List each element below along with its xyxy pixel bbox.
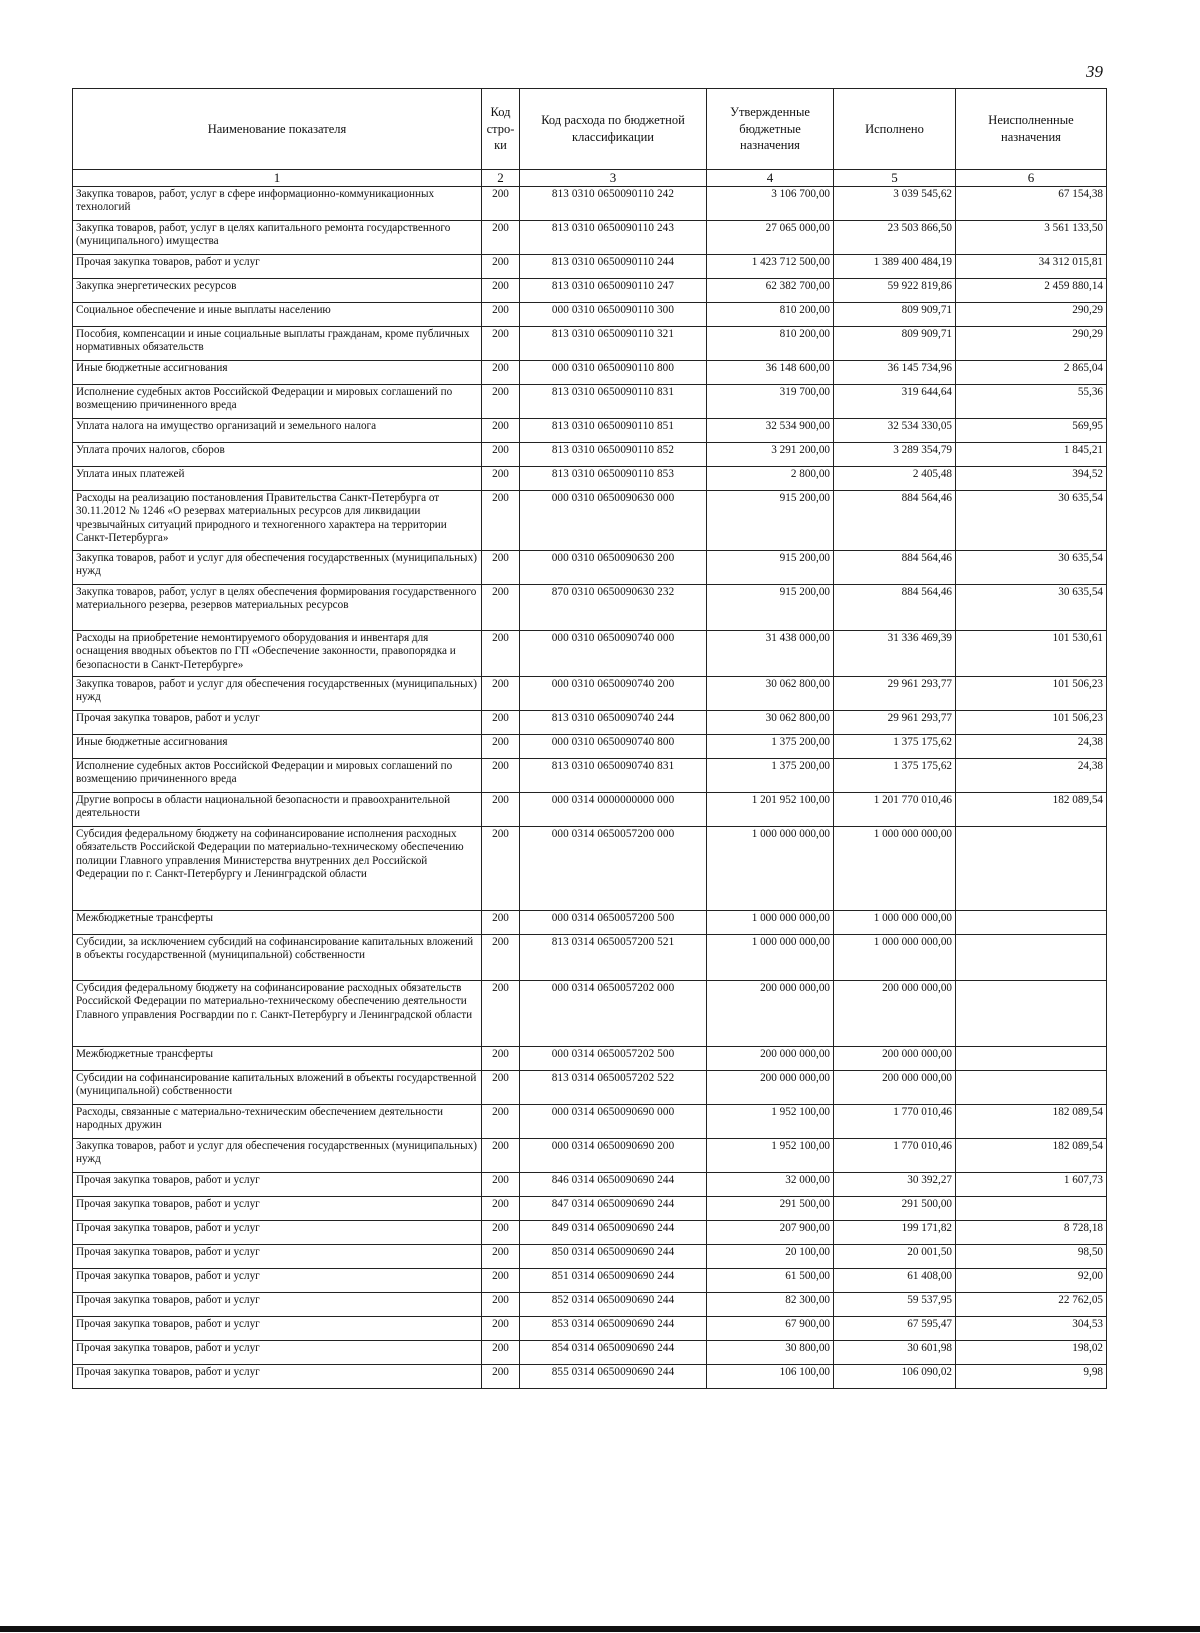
row-name: Закупка товаров, работ, услуг в сфере информационно-коммуникационных технологий <box>73 187 482 221</box>
row-unexecuted: 101 506,23 <box>956 677 1107 711</box>
row-expense-code: 813 0314 0650057200 521 <box>520 935 707 981</box>
row-approved: 319 700,00 <box>707 385 834 419</box>
header-executed: Исполнено <box>834 89 956 170</box>
row-line-code: 200 <box>482 735 520 759</box>
row-unexecuted: 182 089,54 <box>956 793 1107 827</box>
row-expense-code: 000 0310 0650090630 200 <box>520 551 707 585</box>
row-unexecuted <box>956 935 1107 981</box>
row-approved: 27 065 000,00 <box>707 221 834 255</box>
row-expense-code: 813 0310 0650090110 243 <box>520 221 707 255</box>
row-expense-code: 000 0314 0650090690 000 <box>520 1105 707 1139</box>
row-approved: 30 062 800,00 <box>707 711 834 735</box>
row-approved: 36 148 600,00 <box>707 361 834 385</box>
row-approved: 3 106 700,00 <box>707 187 834 221</box>
row-approved: 30 800,00 <box>707 1341 834 1365</box>
row-line-code: 200 <box>482 981 520 1047</box>
row-executed: 200 000 000,00 <box>834 1071 956 1105</box>
row-line-code: 200 <box>482 585 520 631</box>
row-name: Субсидия федеральному бюджету на софинансирование исполнения расходных обязательств Российской Федерации по материально-техническому обеспечению полиции Главного управления Министерства внутренних дел Российской Федерации по г. Санкт-Петербургу и Ленинградской области <box>73 827 482 911</box>
column-number: 4 <box>707 170 834 187</box>
row-unexecuted: 1 845,21 <box>956 443 1107 467</box>
row-line-code: 200 <box>482 303 520 327</box>
table-row <box>73 419 1107 443</box>
row-name: Расходы, связанные с материально-техническим обеспечением деятельности народных дружин <box>73 1105 482 1139</box>
row-unexecuted: 3 561 133,50 <box>956 221 1107 255</box>
row-executed: 67 595,47 <box>834 1317 956 1341</box>
row-approved: 1 000 000 000,00 <box>707 911 834 935</box>
row-expense-code: 000 0310 0650090630 000 <box>520 491 707 551</box>
row-expense-code: 847 0314 0650090690 244 <box>520 1197 707 1221</box>
header-expense-code: Код расхода по бюджетной классификации <box>520 89 707 170</box>
row-line-code: 200 <box>482 1139 520 1173</box>
row-executed: 29 961 293,77 <box>834 711 956 735</box>
row-line-code: 200 <box>482 1341 520 1365</box>
table-row <box>73 1221 1107 1245</box>
row-executed: 61 408,00 <box>834 1269 956 1293</box>
row-approved: 32 000,00 <box>707 1173 834 1197</box>
table-row <box>73 935 1107 981</box>
column-number: 2 <box>482 170 520 187</box>
row-unexecuted: 30 635,54 <box>956 551 1107 585</box>
row-approved: 291 500,00 <box>707 1197 834 1221</box>
row-line-code: 200 <box>482 1197 520 1221</box>
row-executed: 884 564,46 <box>834 491 956 551</box>
row-approved: 810 200,00 <box>707 303 834 327</box>
row-approved: 915 200,00 <box>707 585 834 631</box>
row-line-code: 200 <box>482 1071 520 1105</box>
table-row <box>73 759 1107 793</box>
table-row <box>73 385 1107 419</box>
column-number: 5 <box>834 170 956 187</box>
row-executed: 30 601,98 <box>834 1341 956 1365</box>
row-executed: 23 503 866,50 <box>834 221 956 255</box>
row-approved: 1 000 000 000,00 <box>707 935 834 981</box>
row-approved: 31 438 000,00 <box>707 631 834 677</box>
row-name: Прочая закупка товаров, работ и услуг <box>73 255 482 279</box>
row-executed: 199 171,82 <box>834 1221 956 1245</box>
table-row <box>73 221 1107 255</box>
row-unexecuted: 9,98 <box>956 1365 1107 1389</box>
row-executed: 1 000 000 000,00 <box>834 827 956 911</box>
row-approved: 1 423 712 500,00 <box>707 255 834 279</box>
header-name: Наименование показателя <box>73 89 482 170</box>
header-unexecuted: Неисполненные назначения <box>956 89 1107 170</box>
row-line-code: 200 <box>482 491 520 551</box>
row-approved: 3 291 200,00 <box>707 443 834 467</box>
row-executed: 30 392,27 <box>834 1173 956 1197</box>
table-row <box>73 1341 1107 1365</box>
row-approved: 67 900,00 <box>707 1317 834 1341</box>
row-expense-code: 000 0310 0650090110 800 <box>520 361 707 385</box>
row-line-code: 200 <box>482 711 520 735</box>
row-unexecuted <box>956 1071 1107 1105</box>
row-expense-code: 854 0314 0650090690 244 <box>520 1341 707 1365</box>
row-name: Социальное обеспечение и иные выплаты населению <box>73 303 482 327</box>
row-name: Прочая закупка товаров, работ и услуг <box>73 1269 482 1293</box>
row-expense-code: 813 0310 0650090110 247 <box>520 279 707 303</box>
row-unexecuted <box>956 1047 1107 1071</box>
table-row <box>73 1365 1107 1389</box>
row-expense-code: 813 0310 0650090110 852 <box>520 443 707 467</box>
row-line-code: 200 <box>482 935 520 981</box>
row-executed: 1 000 000 000,00 <box>834 911 956 935</box>
row-executed: 200 000 000,00 <box>834 981 956 1047</box>
row-executed: 1 201 770 010,46 <box>834 793 956 827</box>
row-executed: 1 375 175,62 <box>834 759 956 793</box>
table-row <box>73 1173 1107 1197</box>
row-approved: 1 952 100,00 <box>707 1105 834 1139</box>
row-unexecuted: 2 459 880,14 <box>956 279 1107 303</box>
row-expense-code: 000 0314 0650057200 500 <box>520 911 707 935</box>
table-row <box>73 303 1107 327</box>
row-name: Прочая закупка товаров, работ и услуг <box>73 1317 482 1341</box>
row-name: Уплата налога на имущество организаций и земельного налога <box>73 419 482 443</box>
row-executed: 3 289 354,79 <box>834 443 956 467</box>
row-unexecuted: 55,36 <box>956 385 1107 419</box>
row-executed: 1 375 175,62 <box>834 735 956 759</box>
row-expense-code: 000 0314 0650057202 000 <box>520 981 707 1047</box>
row-executed: 884 564,46 <box>834 551 956 585</box>
row-name: Исполнение судебных актов Российской Федерации и мировых соглашений по возмещению причиненного вреда <box>73 385 482 419</box>
table-row <box>73 1071 1107 1105</box>
row-name: Уплата иных платежей <box>73 467 482 491</box>
row-executed: 2 405,48 <box>834 467 956 491</box>
table-row <box>73 361 1107 385</box>
row-line-code: 200 <box>482 631 520 677</box>
row-executed: 200 000 000,00 <box>834 1047 956 1071</box>
row-line-code: 200 <box>482 1047 520 1071</box>
row-approved: 1 201 952 100,00 <box>707 793 834 827</box>
column-number: 1 <box>73 170 482 187</box>
row-approved: 62 382 700,00 <box>707 279 834 303</box>
row-unexecuted: 304,53 <box>956 1317 1107 1341</box>
row-executed: 29 961 293,77 <box>834 677 956 711</box>
header-line-code: Код стро-ки <box>482 89 520 170</box>
table-row <box>73 327 1107 361</box>
row-approved: 30 062 800,00 <box>707 677 834 711</box>
row-name: Прочая закупка товаров, работ и услуг <box>73 711 482 735</box>
table-header-row <box>73 89 1107 170</box>
row-expense-code: 846 0314 0650090690 244 <box>520 1173 707 1197</box>
row-expense-code: 850 0314 0650090690 244 <box>520 1245 707 1269</box>
row-unexecuted: 34 312 015,81 <box>956 255 1107 279</box>
row-line-code: 200 <box>482 1173 520 1197</box>
row-approved: 61 500,00 <box>707 1269 834 1293</box>
row-name: Другие вопросы в области национальной безопасности и правоохранительной деятельности <box>73 793 482 827</box>
column-number: 3 <box>520 170 707 187</box>
row-expense-code: 813 0310 0650090110 851 <box>520 419 707 443</box>
table-row <box>73 1293 1107 1317</box>
table-row <box>73 1245 1107 1269</box>
table-row <box>73 1105 1107 1139</box>
row-name: Прочая закупка товаров, работ и услуг <box>73 1173 482 1197</box>
row-line-code: 200 <box>482 255 520 279</box>
row-name: Прочая закупка товаров, работ и услуг <box>73 1293 482 1317</box>
table-row <box>73 1047 1107 1071</box>
row-expense-code: 000 0310 0650090110 300 <box>520 303 707 327</box>
row-name: Расходы на реализацию постановления Правительства Санкт-Петербурга от 30.11.2012 № 1246 «О резервах материальных ресурсов для ликвидации чрезвычайных ситуаций природного и техногенного характера на территории Санкт-Петербурга» <box>73 491 482 551</box>
row-unexecuted: 22 762,05 <box>956 1293 1107 1317</box>
row-expense-code: 000 0310 0650090740 000 <box>520 631 707 677</box>
row-line-code: 200 <box>482 1245 520 1269</box>
row-approved: 915 200,00 <box>707 491 834 551</box>
row-unexecuted: 569,95 <box>956 419 1107 443</box>
row-unexecuted: 92,00 <box>956 1269 1107 1293</box>
row-expense-code: 000 0314 0650057202 500 <box>520 1047 707 1071</box>
row-unexecuted <box>956 827 1107 911</box>
row-unexecuted: 1 607,73 <box>956 1173 1107 1197</box>
row-executed: 809 909,71 <box>834 303 956 327</box>
row-name: Пособия, компенсации и иные социальные выплаты гражданам, кроме публичных нормативных обязательств <box>73 327 482 361</box>
table-row <box>73 1197 1107 1221</box>
row-name: Межбюджетные трансферты <box>73 911 482 935</box>
row-line-code: 200 <box>482 911 520 935</box>
row-name: Межбюджетные трансферты <box>73 1047 482 1071</box>
row-approved: 82 300,00 <box>707 1293 834 1317</box>
row-expense-code: 813 0310 0650090740 831 <box>520 759 707 793</box>
table-row <box>73 1139 1107 1173</box>
table-row <box>73 279 1107 303</box>
row-approved: 200 000 000,00 <box>707 1047 834 1071</box>
row-name: Субсидии, за исключением субсидий на софинансирование капитальных вложений в объекты государственной (муниципальной) собственности <box>73 935 482 981</box>
table-row <box>73 793 1107 827</box>
table-row <box>73 911 1107 935</box>
row-line-code: 200 <box>482 1105 520 1139</box>
row-line-code: 200 <box>482 385 520 419</box>
table-row <box>73 1317 1107 1341</box>
row-approved: 20 100,00 <box>707 1245 834 1269</box>
row-name: Закупка товаров, работ и услуг для обеспечения государственных (муниципальных) нужд <box>73 551 482 585</box>
column-number: 6 <box>956 170 1107 187</box>
row-approved: 207 900,00 <box>707 1221 834 1245</box>
row-line-code: 200 <box>482 327 520 361</box>
table-row <box>73 585 1107 631</box>
row-line-code: 200 <box>482 419 520 443</box>
row-name: Закупка товаров, работ, услуг в целях капитального ремонта государственного (муниципального) имущества <box>73 221 482 255</box>
row-line-code: 200 <box>482 279 520 303</box>
row-executed: 1 389 400 484,19 <box>834 255 956 279</box>
table-row <box>73 1269 1107 1293</box>
row-unexecuted: 394,52 <box>956 467 1107 491</box>
table-row <box>73 631 1107 677</box>
row-approved: 200 000 000,00 <box>707 1071 834 1105</box>
row-executed: 1 770 010,46 <box>834 1139 956 1173</box>
row-approved: 1 375 200,00 <box>707 735 834 759</box>
row-executed: 20 001,50 <box>834 1245 956 1269</box>
row-name: Уплата прочих налогов, сборов <box>73 443 482 467</box>
row-executed: 31 336 469,39 <box>834 631 956 677</box>
row-executed: 884 564,46 <box>834 585 956 631</box>
row-executed: 1 000 000 000,00 <box>834 935 956 981</box>
row-unexecuted: 98,50 <box>956 1245 1107 1269</box>
row-line-code: 200 <box>482 827 520 911</box>
row-line-code: 200 <box>482 1293 520 1317</box>
row-name: Закупка товаров, работ и услуг для обеспечения государственных (муниципальных) нужд <box>73 1139 482 1173</box>
row-unexecuted <box>956 981 1107 1047</box>
scan-bottom-edge <box>0 1626 1200 1632</box>
row-name: Прочая закупка товаров, работ и услуг <box>73 1365 482 1389</box>
row-expense-code: 813 0310 0650090110 853 <box>520 467 707 491</box>
table-row <box>73 735 1107 759</box>
header-approved: Утвержденные бюджетные назначения <box>707 89 834 170</box>
row-unexecuted: 30 635,54 <box>956 585 1107 631</box>
row-unexecuted: 198,02 <box>956 1341 1107 1365</box>
table-row <box>73 467 1107 491</box>
row-name: Расходы на приобретение немонтируемого оборудования и инвентаря для оснащения вводных объектов по ГП «Обеспечение законности, правопорядка и безопасности в Санкт-Петербурге» <box>73 631 482 677</box>
row-expense-code: 000 0314 0650090690 200 <box>520 1139 707 1173</box>
row-unexecuted: 8 728,18 <box>956 1221 1107 1245</box>
row-expense-code: 852 0314 0650090690 244 <box>520 1293 707 1317</box>
row-name: Прочая закупка товаров, работ и услуг <box>73 1245 482 1269</box>
row-executed: 36 145 734,96 <box>834 361 956 385</box>
row-name: Закупка товаров, работ и услуг для обеспечения государственных (муниципальных) нужд <box>73 677 482 711</box>
row-unexecuted: 290,29 <box>956 327 1107 361</box>
row-name: Субсидии на софинансирование капитальных вложений в объекты государственной (муниципальной) собственности <box>73 1071 482 1105</box>
row-unexecuted <box>956 1197 1107 1221</box>
row-unexecuted: 290,29 <box>956 303 1107 327</box>
table-row <box>73 981 1107 1047</box>
row-line-code: 200 <box>482 1269 520 1293</box>
row-unexecuted: 101 530,61 <box>956 631 1107 677</box>
row-unexecuted: 67 154,38 <box>956 187 1107 221</box>
row-expense-code: 000 0310 0650090740 800 <box>520 735 707 759</box>
row-name: Иные бюджетные ассигнования <box>73 361 482 385</box>
row-expense-code: 813 0310 0650090110 321 <box>520 327 707 361</box>
row-expense-code: 000 0314 0650057200 000 <box>520 827 707 911</box>
row-executed: 32 534 330,05 <box>834 419 956 443</box>
column-number-row <box>73 170 1107 187</box>
row-executed: 1 770 010,46 <box>834 1105 956 1139</box>
row-line-code: 200 <box>482 677 520 711</box>
row-executed: 291 500,00 <box>834 1197 956 1221</box>
row-line-code: 200 <box>482 1365 520 1389</box>
row-approved: 2 800,00 <box>707 467 834 491</box>
row-unexecuted: 182 089,54 <box>956 1139 1107 1173</box>
row-name: Закупка энергетических ресурсов <box>73 279 482 303</box>
row-line-code: 200 <box>482 1221 520 1245</box>
row-approved: 1 952 100,00 <box>707 1139 834 1173</box>
row-approved: 1 375 200,00 <box>707 759 834 793</box>
table-row <box>73 827 1107 911</box>
row-expense-code: 813 0310 0650090110 242 <box>520 187 707 221</box>
row-executed: 809 909,71 <box>834 327 956 361</box>
row-line-code: 200 <box>482 551 520 585</box>
row-expense-code: 000 0314 0000000000 000 <box>520 793 707 827</box>
row-name: Прочая закупка товаров, работ и услуг <box>73 1221 482 1245</box>
row-approved: 32 534 900,00 <box>707 419 834 443</box>
row-expense-code: 849 0314 0650090690 244 <box>520 1221 707 1245</box>
table-row <box>73 711 1107 735</box>
row-expense-code: 813 0310 0650090110 244 <box>520 255 707 279</box>
row-executed: 106 090,02 <box>834 1365 956 1389</box>
row-unexecuted: 182 089,54 <box>956 1105 1107 1139</box>
row-expense-code: 855 0314 0650090690 244 <box>520 1365 707 1389</box>
row-approved: 200 000 000,00 <box>707 981 834 1047</box>
row-executed: 3 039 545,62 <box>834 187 956 221</box>
row-executed: 319 644,64 <box>834 385 956 419</box>
table-row <box>73 677 1107 711</box>
row-name: Иные бюджетные ассигнования <box>73 735 482 759</box>
row-expense-code: 813 0310 0650090740 244 <box>520 711 707 735</box>
row-line-code: 200 <box>482 1317 520 1341</box>
row-name: Исполнение судебных актов Российской Федерации и мировых соглашений по возмещению причиненного вреда <box>73 759 482 793</box>
row-name: Прочая закупка товаров, работ и услуг <box>73 1197 482 1221</box>
row-line-code: 200 <box>482 187 520 221</box>
row-name: Закупка товаров, работ, услуг в целях обеспечения формирования государственного материального резерва, резервов материальных ресурсов <box>73 585 482 631</box>
row-line-code: 200 <box>482 443 520 467</box>
row-expense-code: 813 0310 0650090110 831 <box>520 385 707 419</box>
row-name: Прочая закупка товаров, работ и услуг <box>73 1341 482 1365</box>
row-line-code: 200 <box>482 361 520 385</box>
row-line-code: 200 <box>482 793 520 827</box>
page-number: 39 <box>1086 62 1103 81</box>
row-unexecuted: 30 635,54 <box>956 491 1107 551</box>
row-unexecuted <box>956 911 1107 935</box>
row-unexecuted: 101 506,23 <box>956 711 1107 735</box>
table-row <box>73 443 1107 467</box>
row-name: Субсидия федеральному бюджету на софинансирование расходных обязательств Российской Федерации по материально-техническому обеспечению деятельности Главного управления Росгвардии по г. Санкт-Петербургу и Ленинградской области <box>73 981 482 1047</box>
row-unexecuted: 24,38 <box>956 735 1107 759</box>
table-row <box>73 491 1107 551</box>
row-line-code: 200 <box>482 221 520 255</box>
row-approved: 106 100,00 <box>707 1365 834 1389</box>
row-executed: 59 922 819,86 <box>834 279 956 303</box>
row-expense-code: 813 0314 0650057202 522 <box>520 1071 707 1105</box>
row-approved: 810 200,00 <box>707 327 834 361</box>
row-unexecuted: 2 865,04 <box>956 361 1107 385</box>
budget-execution-table <box>72 88 1107 1389</box>
row-expense-code: 870 0310 0650090630 232 <box>520 585 707 631</box>
row-unexecuted: 24,38 <box>956 759 1107 793</box>
table-row <box>73 255 1107 279</box>
row-expense-code: 851 0314 0650090690 244 <box>520 1269 707 1293</box>
table-row <box>73 551 1107 585</box>
row-expense-code: 853 0314 0650090690 244 <box>520 1317 707 1341</box>
row-approved: 1 000 000 000,00 <box>707 827 834 911</box>
table-body <box>73 187 1107 1389</box>
row-expense-code: 000 0310 0650090740 200 <box>520 677 707 711</box>
row-line-code: 200 <box>482 467 520 491</box>
row-approved: 915 200,00 <box>707 551 834 585</box>
table-row <box>73 187 1107 221</box>
row-executed: 59 537,95 <box>834 1293 956 1317</box>
row-line-code: 200 <box>482 759 520 793</box>
